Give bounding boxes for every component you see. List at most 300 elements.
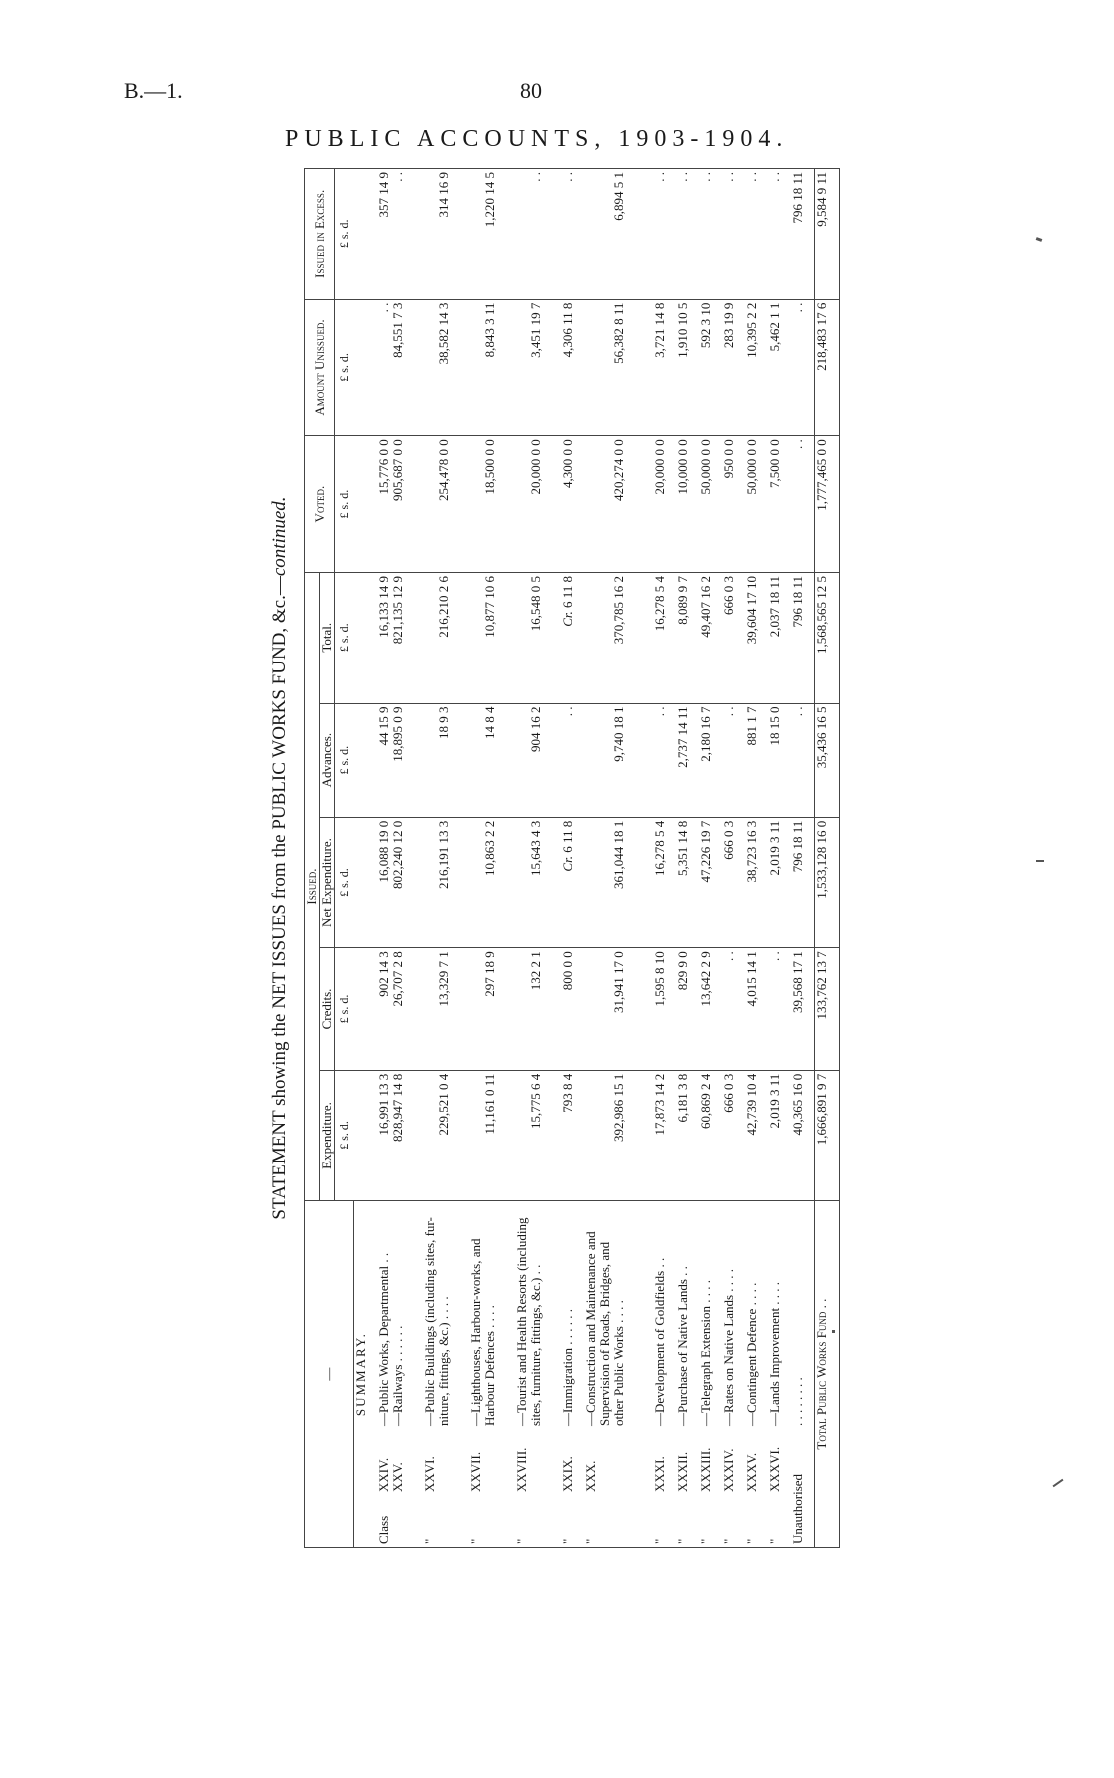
- public-works-fund-table: [304, 168, 840, 1548]
- row-class: XXVIII.: [513, 1447, 529, 1492]
- row-label-line: [745, 1204, 759, 1544]
- cell-value: 18 9 3: [435, 706, 451, 740]
- cell-value: 50,000 0 0: [743, 439, 759, 495]
- cell-unissued: [722, 299, 745, 436]
- cell-net-expenditure: [584, 817, 653, 948]
- cell-total: [699, 572, 722, 703]
- row-class: XXIV.: [375, 1457, 391, 1492]
- cell-value: 132 2 1: [527, 951, 543, 991]
- cell-unissued: [791, 299, 815, 436]
- cell-net-expenditure: [561, 817, 584, 948]
- cell-total: [377, 572, 423, 703]
- cell-voted: [722, 436, 745, 573]
- row-prefix: ": [467, 1538, 483, 1544]
- cell-unissued: [653, 299, 676, 436]
- cell-value: 9,740 18 1: [610, 706, 626, 762]
- cell-value: . .: [789, 706, 805, 717]
- cell-value: 796 18 11: [789, 575, 805, 628]
- cell-value: 796 18 11: [789, 820, 805, 873]
- row-label-text: sites, furniture, fittings, &c.) . .: [527, 1264, 543, 1426]
- cell-value: Cr. 6 11 8: [559, 575, 575, 627]
- row-label-text: —Development of Goldfields . .: [651, 1257, 667, 1426]
- cell-value: 6,181 3 8: [674, 1073, 690, 1123]
- header-issued-in-excess: Issued in Excess.: [305, 169, 335, 300]
- row-label-line: [791, 1204, 805, 1544]
- cell-voted: [653, 436, 676, 573]
- cell-value: 16,278 5 4: [651, 575, 667, 632]
- table-row: [584, 169, 653, 1548]
- cell-value: 6,894 5 1: [610, 172, 626, 221]
- cell-value: 229,521 0 4: [435, 1073, 451, 1136]
- row-label-line: [391, 1204, 405, 1544]
- cell-value: 20,000 0 0: [527, 439, 543, 495]
- header-amount-unissued: Amount Unissued.: [305, 299, 335, 436]
- row-label: [423, 1201, 469, 1548]
- cell-voted: [791, 436, 815, 573]
- cell-value: 84,551 7 3: [389, 302, 405, 358]
- cell-value: 17,873 14 2: [651, 1073, 667, 1136]
- cell-value: 829 9 0: [674, 951, 690, 991]
- row-class: XXVII.: [467, 1451, 483, 1492]
- cell-excess: [423, 169, 469, 300]
- row-label-text: Harbour Defences . . . .: [481, 1305, 497, 1426]
- cell-advances: [377, 703, 423, 817]
- row-label-line: [612, 1204, 626, 1544]
- cell-value: . .: [789, 302, 805, 313]
- row-prefix: ": [674, 1538, 690, 1544]
- cell-value: 216,210 2 6: [435, 575, 451, 638]
- cell-net-expenditure: [469, 817, 515, 948]
- total-unissued: 218,483 17 6: [815, 299, 840, 436]
- cell-value: 16,278 5 4: [651, 820, 667, 876]
- row-label-text: —Public Buildings (including sites, fur-: [421, 1217, 437, 1426]
- row-label-line: [699, 1204, 713, 1544]
- cell-value: . .: [720, 951, 736, 962]
- cell-expenditure: [791, 1070, 815, 1201]
- table-row: [745, 169, 768, 1548]
- cell-excess: [722, 169, 745, 300]
- row-class: XXX.: [582, 1460, 598, 1492]
- cell-value: Cr. 6 11 8: [559, 820, 575, 872]
- total-excess: 9,584 9 11: [815, 169, 840, 300]
- row-label-line: [529, 1204, 543, 1544]
- cell-net-expenditure: [745, 817, 768, 948]
- row-label-line: [653, 1204, 667, 1544]
- cell-value: 44 15 9: [375, 706, 391, 746]
- cell-value: 50,000 0 0: [697, 439, 713, 495]
- cell-value: 2,019 3 11: [766, 820, 782, 876]
- cell-credits: [722, 948, 745, 1070]
- table-row: [676, 169, 699, 1548]
- row-prefix: ": [743, 1538, 759, 1544]
- cell-advances: [515, 703, 561, 817]
- document-reference: B.—1.: [124, 78, 183, 103]
- cell-total: [768, 572, 791, 703]
- row-label-line: [722, 1204, 736, 1544]
- cell-net-expenditure: [768, 817, 791, 948]
- row-label-text: —Railways . . . . . .: [389, 1325, 405, 1426]
- cell-total: [469, 572, 515, 703]
- cell-unissued: [584, 299, 653, 436]
- table-row: [722, 169, 745, 1548]
- header-blank: —: [305, 1201, 354, 1548]
- cell-value: 10,863 2 2: [481, 820, 497, 876]
- total-label: Total Public Works Fund . .: [815, 1201, 840, 1548]
- cell-credits: [515, 948, 561, 1070]
- cell-value: 5,351 14 8: [674, 820, 690, 876]
- cell-value: . .: [674, 172, 690, 182]
- total-row: [815, 169, 840, 1548]
- cell-value: 8,089 9 7: [674, 575, 690, 625]
- cell-unissued: [768, 299, 791, 436]
- cell-value: 10,395 2 2: [743, 302, 759, 358]
- unit-unissued: £ s. d.: [335, 299, 354, 436]
- cell-value: 796 18 11: [789, 172, 805, 224]
- cell-value: 10,877 10 6: [481, 575, 497, 638]
- cell-credits: [423, 948, 469, 1070]
- table-row: [699, 169, 722, 1548]
- cell-value: 56,382 8 11: [610, 302, 626, 364]
- rotated-statement: [268, 168, 848, 1548]
- cell-unissued: [377, 299, 423, 436]
- row-label: [745, 1201, 768, 1548]
- unit-advances: £ s. d.: [335, 703, 354, 817]
- row-label: [653, 1201, 676, 1548]
- row-prefix: ": [559, 1538, 575, 1544]
- row-label-text: —Rates on Native Lands . . . .: [720, 1268, 736, 1426]
- cell-value: 15,776 0 0: [375, 439, 391, 495]
- cell-value: 821,135 12 9: [389, 575, 405, 645]
- cell-value: 14 8 4: [481, 706, 497, 740]
- cell-value: . .: [697, 172, 713, 182]
- page-number: 80: [520, 78, 542, 103]
- cell-credits: [469, 948, 515, 1070]
- cell-excess: [791, 169, 815, 300]
- cell-value: 39,604 17 10: [743, 575, 759, 645]
- cell-value: 793 8 4: [559, 1073, 575, 1113]
- cell-value: 13,642 2 9: [697, 951, 713, 1007]
- table-row: [423, 169, 469, 1548]
- cell-total: [584, 572, 653, 703]
- row-label-text: . . . . . . . .: [789, 1377, 805, 1426]
- cell-advances: [791, 703, 815, 817]
- cell-value: 370,785 16 2: [610, 575, 626, 645]
- cell-value: . .: [720, 706, 736, 717]
- cell-value: 49,407 16 2: [697, 575, 713, 638]
- cell-net-expenditure: [377, 817, 423, 948]
- row-label: [676, 1201, 699, 1548]
- row-prefix: Unauthorised: [789, 1473, 805, 1544]
- row-class: XXXII.: [674, 1451, 690, 1492]
- cell-total: [722, 572, 745, 703]
- cell-excess: [768, 169, 791, 300]
- cell-net-expenditure: [423, 817, 469, 948]
- cell-voted: [423, 436, 469, 573]
- cell-expenditure: [584, 1070, 653, 1201]
- cell-credits: [745, 948, 768, 1070]
- cell-total: [423, 572, 469, 703]
- cell-value: . .: [651, 706, 667, 717]
- cell-unissued: [561, 299, 584, 436]
- cell-value: 18 15 0: [766, 706, 782, 746]
- cell-value: 8,843 3 11: [481, 302, 497, 358]
- row-prefix: ": [513, 1538, 529, 1544]
- row-label-line: [515, 1204, 529, 1544]
- cell-value: 216,191 13 3: [435, 820, 451, 889]
- cell-value: 15,643 4 3: [527, 820, 543, 876]
- cell-credits: [676, 948, 699, 1070]
- cell-value: 16,088 19 0: [375, 820, 391, 883]
- cell-value: . .: [766, 172, 782, 182]
- row-label: [791, 1201, 815, 1548]
- header-net-expenditure: Net Expenditure.: [320, 817, 335, 948]
- row-label-text: —Immigration . . . . . .: [559, 1309, 575, 1426]
- cell-expenditure: [745, 1070, 768, 1201]
- cell-advances: [676, 703, 699, 817]
- cell-unissued: [745, 299, 768, 436]
- cell-advances: [584, 703, 653, 817]
- cell-value: 4,300 0 0: [559, 439, 575, 489]
- header-credits: Credits.: [320, 948, 335, 1070]
- unit-voted: £ s. d.: [335, 436, 354, 573]
- cell-value: 666 0 3: [720, 575, 736, 615]
- table-row: [377, 169, 423, 1548]
- unit-total: £ s. d.: [335, 572, 354, 703]
- page-title: PUBLIC ACCOUNTS, 1903-1904.: [285, 126, 789, 152]
- cell-total: [676, 572, 699, 703]
- cell-excess: [745, 169, 768, 300]
- cell-credits: [584, 948, 653, 1070]
- cell-value: 902 14 3: [375, 951, 391, 997]
- cell-value: 950 0 0: [720, 439, 736, 479]
- cell-value: 297 18 9: [481, 951, 497, 997]
- cell-total: [791, 572, 815, 703]
- cell-value: . .: [389, 172, 405, 182]
- cell-unissued: [515, 299, 561, 436]
- cell-advances: [653, 703, 676, 817]
- cell-advances: [699, 703, 722, 817]
- cell-expenditure: [469, 1070, 515, 1201]
- cell-value: 357 14 9: [375, 172, 391, 218]
- row-label-text: —Public Works, Departmental . .: [375, 1252, 391, 1426]
- cell-total: [561, 572, 584, 703]
- cell-net-expenditure: [791, 817, 815, 948]
- cell-expenditure: [768, 1070, 791, 1201]
- cell-value: 16,991 13 3: [375, 1073, 391, 1136]
- cell-value: 392,986 15 1: [610, 1073, 626, 1142]
- cell-advances: [745, 703, 768, 817]
- cell-credits: [699, 948, 722, 1070]
- cell-excess: [377, 169, 423, 300]
- cell-value: 254,478 0 0: [435, 439, 451, 502]
- cell-value: . .: [743, 172, 759, 182]
- row-label-line: [377, 1204, 391, 1544]
- row-label-text: —Lands Improvement . . . .: [766, 1281, 782, 1426]
- row-label: [699, 1201, 722, 1548]
- cell-value: 39,568 17 1: [789, 951, 805, 1014]
- cell-unissued: [469, 299, 515, 436]
- row-prefix: ": [720, 1538, 736, 1544]
- caption-continued: continued.: [269, 496, 290, 577]
- row-class: XXXIII.: [697, 1447, 713, 1492]
- row-label-text: —Purchase of Native Lands . .: [674, 1266, 690, 1426]
- cell-value: . .: [559, 172, 575, 182]
- row-label-line: [584, 1204, 598, 1544]
- header-issued: Issued.: [305, 572, 320, 1200]
- cell-net-expenditure: [699, 817, 722, 948]
- cell-value: . .: [651, 172, 667, 182]
- cell-excess: [653, 169, 676, 300]
- cell-expenditure: [676, 1070, 699, 1201]
- cell-value: 361,044 18 1: [610, 820, 626, 889]
- row-label: [584, 1201, 653, 1548]
- cell-value: 31,941 17 0: [610, 951, 626, 1014]
- cell-unissued: [423, 299, 469, 436]
- cell-value: . .: [766, 951, 782, 962]
- cell-advances: [423, 703, 469, 817]
- total-advances: 35,436 16 5: [815, 703, 840, 817]
- cell-voted: [377, 436, 423, 573]
- cell-value: 13,329 7 1: [435, 951, 451, 1007]
- row-label-line: [561, 1204, 575, 1544]
- cell-value: 42,739 10 4: [743, 1073, 759, 1136]
- cell-value: 666 0 3: [720, 1073, 736, 1113]
- cell-value: 4,015 14 1: [743, 951, 759, 1007]
- cell-value: 828,947 14 8: [389, 1073, 405, 1142]
- cell-excess: [561, 169, 584, 300]
- cell-value: 904 16 2: [527, 706, 543, 753]
- cell-net-expenditure: [676, 817, 699, 948]
- table-row: [653, 169, 676, 1548]
- unit-excess: £ s. d.: [335, 169, 354, 300]
- total-net-expenditure: 1,533,128 16 0: [815, 817, 840, 948]
- row-class: XXV.: [389, 1462, 405, 1492]
- row-label-line: [676, 1204, 690, 1544]
- cell-voted: [768, 436, 791, 573]
- row-class: XXXV.: [743, 1452, 759, 1492]
- cell-value: 16,548 0 5: [527, 575, 543, 632]
- table-row: [515, 169, 561, 1548]
- cell-excess: [699, 169, 722, 300]
- row-label-text: —Telegraph Extension . . . .: [697, 1279, 713, 1426]
- cell-value: 10,000 0 0: [674, 439, 690, 495]
- cell-value: . .: [720, 172, 736, 182]
- row-label-text: niture, fittings, &c.) . . . .: [435, 1296, 451, 1426]
- cell-credits: [653, 948, 676, 1070]
- row-label-text: —Construction and Maintenance and: [582, 1231, 598, 1426]
- row-label-text: other Public Works . . . .: [610, 1300, 626, 1426]
- cell-expenditure: [561, 1070, 584, 1201]
- cell-unissued: [676, 299, 699, 436]
- header-expenditure: Expenditure.: [320, 1070, 335, 1201]
- cell-value: 16,133 14 9: [375, 575, 391, 638]
- row-prefix: ": [651, 1538, 667, 1544]
- row-label-line: [469, 1204, 483, 1544]
- cell-voted: [469, 436, 515, 573]
- row-label: [561, 1201, 584, 1548]
- cell-value: 3,451 19 7: [527, 302, 543, 358]
- cell-value: . .: [789, 439, 805, 450]
- row-label: [515, 1201, 561, 1548]
- row-label-line: [423, 1204, 437, 1544]
- cell-voted: [676, 436, 699, 573]
- cell-value: 15,775 6 4: [527, 1073, 543, 1129]
- cell-value: 1,595 8 10: [651, 951, 667, 1007]
- cell-value: 60,869 2 4: [697, 1073, 713, 1129]
- cell-total: [745, 572, 768, 703]
- scan-speck: [1036, 860, 1044, 862]
- cell-value: 905,687 0 0: [389, 439, 405, 502]
- cell-credits: [791, 948, 815, 1070]
- cell-value: 592 3 10: [697, 302, 713, 349]
- row-label: [722, 1201, 745, 1548]
- total-credits: 133,762 13 7: [815, 948, 840, 1070]
- statement-caption: [268, 168, 292, 1548]
- row-prefix: Class: [375, 1515, 391, 1544]
- cell-value: 800 0 0: [559, 951, 575, 991]
- cell-value: 4,306 11 8: [559, 302, 575, 358]
- cell-total: [515, 572, 561, 703]
- cell-advances: [561, 703, 584, 817]
- table-row: [561, 169, 584, 1548]
- row-class: XXVI.: [421, 1456, 437, 1492]
- cell-net-expenditure: [653, 817, 676, 948]
- cell-voted: [699, 436, 722, 573]
- cell-value: 11,161 0 11: [481, 1073, 497, 1135]
- cell-value: 1,910 10 5: [674, 302, 690, 358]
- row-label: [768, 1201, 791, 1548]
- cell-advances: [768, 703, 791, 817]
- row-label: [469, 1201, 515, 1548]
- cell-value: 3,721 14 8: [651, 302, 667, 358]
- cell-value: 666 0 3: [720, 820, 736, 860]
- total-voted: 1,777,465 0 0: [815, 436, 840, 573]
- cell-credits: [561, 948, 584, 1070]
- cell-unissued: [699, 299, 722, 436]
- cell-value: 26,707 2 8: [389, 951, 405, 1007]
- scan-speck: [1053, 1479, 1064, 1488]
- row-prefix: ": [582, 1538, 598, 1544]
- cell-value: 18,500 0 0: [481, 439, 497, 495]
- cell-voted: [561, 436, 584, 573]
- caption-main: STATEMENT showing the NET ISSUES from the PUBLIC WORKS FUND, &c.—: [269, 576, 290, 1220]
- cell-net-expenditure: [722, 817, 745, 948]
- cell-value: 47,226 19 7: [697, 820, 713, 883]
- cell-expenditure: [699, 1070, 722, 1201]
- cell-value: 20,000 0 0: [651, 439, 667, 495]
- cell-value: . .: [375, 302, 391, 313]
- cell-value: 38,723 16 3: [743, 820, 759, 883]
- row-label-text: —Tourist and Health Resorts (including: [513, 1217, 529, 1426]
- cell-value: . .: [559, 706, 575, 717]
- cell-total: [653, 572, 676, 703]
- cell-excess: [469, 169, 515, 300]
- table-row: [469, 169, 515, 1548]
- cell-excess: [584, 169, 653, 300]
- cell-expenditure: [423, 1070, 469, 1201]
- row-class: XXXIV.: [720, 1448, 736, 1492]
- cell-voted: [745, 436, 768, 573]
- unit-net-expenditure: £ s. d.: [335, 817, 354, 948]
- cell-expenditure: [653, 1070, 676, 1201]
- row-label: [377, 1201, 423, 1548]
- row-label-text: Supervision of Roads, Bridges, and: [596, 1241, 612, 1426]
- cell-net-expenditure: [515, 817, 561, 948]
- cell-expenditure: [722, 1070, 745, 1201]
- header-advances: Advances.: [320, 703, 335, 817]
- unit-expenditure: £ s. d.: [335, 1070, 354, 1201]
- cell-value: 18,895 0 9: [389, 706, 405, 762]
